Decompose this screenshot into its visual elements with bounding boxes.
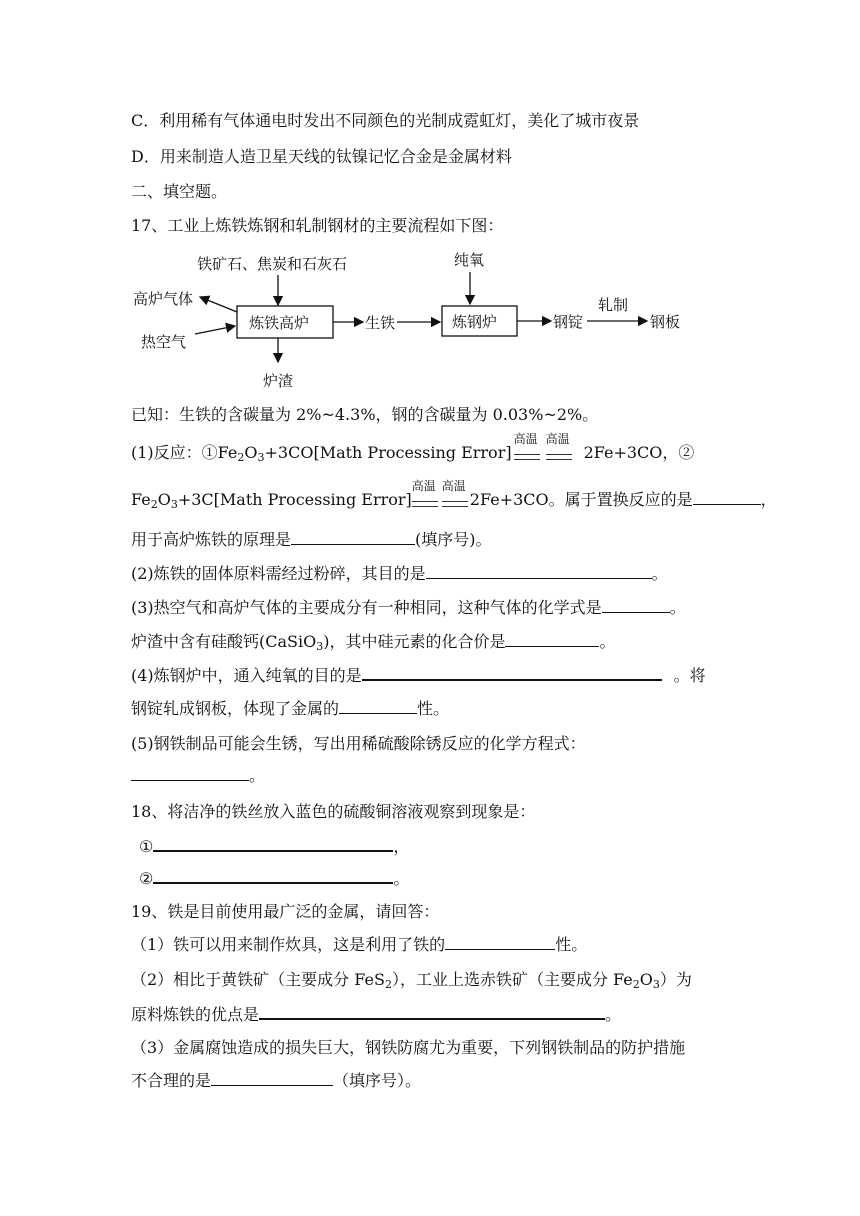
q17-1-line3: 用于高炉炼铁的原理是 (填序号)。: [131, 530, 492, 549]
label-ingot: 钢锭: [553, 313, 584, 331]
label-hot-air: 热空气: [141, 333, 187, 351]
label-slag: 炉渣: [263, 372, 294, 390]
q19-1: （1）铁可以用来制作炊具，这是利用了铁的 性。: [131, 935, 588, 954]
answer-blank[interactable]: [153, 836, 393, 852]
q17-4-line1: (4)炼钢炉中，通入纯氧的目的是 。将: [131, 666, 706, 685]
answer-blank[interactable]: [211, 1071, 333, 1086]
q17-1-line1: (1)反应：$①Fe_2O_3+3CO[Math$ Processing Error] 高温 高温 2Fe+3CO，②: [131, 432, 695, 464]
q17-1-line2: $Fe_2O_3+3C[Math$ Processing Error] 高温 高温 2Fe+3CO。属于置换反应的是 ，: [131, 479, 777, 511]
answer-blank[interactable]: [693, 490, 761, 505]
arrow-blast-gas: [200, 297, 237, 312]
answer-blank[interactable]: [505, 632, 599, 647]
answer-blank[interactable]: [291, 530, 415, 545]
option-d: D．用来制造人造卫星天线的钛镍记忆合金是金属材料: [131, 147, 512, 166]
q17-3-line2: 炉渣中含有硅酸钙(CaSiO$_3$)，其中硅元素的化合价是 。: [131, 632, 616, 653]
q19-2-line1: （2）相比于黄铁矿（主要成分 FeS$_2$），工业上选赤铁矿（主要成分 $Fe_2O_3$）为: [131, 970, 692, 991]
q17-4-line2: 钢锭轧成钢板，体现了金属的 性。: [131, 699, 450, 718]
label-blast-furnace: 炼铁高炉: [249, 314, 310, 332]
answer-blank[interactable]: [153, 868, 393, 884]
answer-blank[interactable]: [339, 699, 417, 714]
answer-blank[interactable]: [445, 935, 555, 950]
label-oxygen: 纯氧: [454, 251, 485, 269]
q18-1: ① ，: [139, 837, 410, 856]
label-rolling: 轧制: [598, 296, 629, 314]
answer-blank[interactable]: [131, 766, 249, 781]
q17-3-line1: (3)热空气和高炉气体的主要成分有一种相同，这种气体的化学式是 。: [131, 598, 686, 617]
label-steel-furnace: 炼钢炉: [452, 313, 498, 331]
q19-3-line2: 不合理的是 （填序号）。: [131, 1071, 422, 1090]
q17-2: (2)炼铁的固体原料需经过粉碎，其目的是 。: [131, 564, 668, 583]
answer-blank[interactable]: [362, 665, 662, 681]
question-18: 18、将洁净的铁丝放入蓝色的硫酸铜溶液观察到现象是：: [131, 802, 536, 821]
q17-5-answer: 。: [131, 766, 265, 786]
known-info: 已知：生铁的含碳量为 2%~4.3%，钢的含碳量为 0.03%~2%。: [131, 405, 599, 424]
question-17: 17、工业上炼铁炼钢和轧制钢材的主要流程如下图：: [131, 216, 504, 235]
option-c: C．利用稀有气体通电时发出不同颜色的光制成霓虹灯，美化了城市夜景: [131, 111, 640, 130]
label-pig-iron: 生铁: [365, 314, 396, 332]
label-raw-materials: 铁矿石、焦炭和石灰石: [197, 255, 348, 273]
arrow-hot-air: [195, 326, 235, 334]
question-19: 19、铁是目前使用最广泛的金属，请回答：: [131, 902, 440, 921]
flow-diagram: [131, 240, 701, 395]
answer-blank[interactable]: [259, 1004, 605, 1020]
q19-2-line2: 原料炼铁的优点是 。: [131, 1005, 622, 1024]
answer-blank[interactable]: [602, 598, 670, 613]
q17-5: (5)钢铁制品可能会生锈，写出用稀硫酸除锈反应的化学方程式：: [131, 734, 586, 753]
q18-2: ② 。: [139, 869, 410, 888]
label-blast-gas: 高炉气体: [133, 290, 194, 308]
label-plate: 钢板: [650, 313, 681, 331]
answer-blank[interactable]: [426, 564, 652, 579]
section-heading: 二、填空题。: [131, 182, 228, 201]
q19-3-line1: （3）金属腐蚀造成的损失巨大，钢铁防腐尤为重要，下列钢铁制品的防护措施: [131, 1038, 686, 1057]
